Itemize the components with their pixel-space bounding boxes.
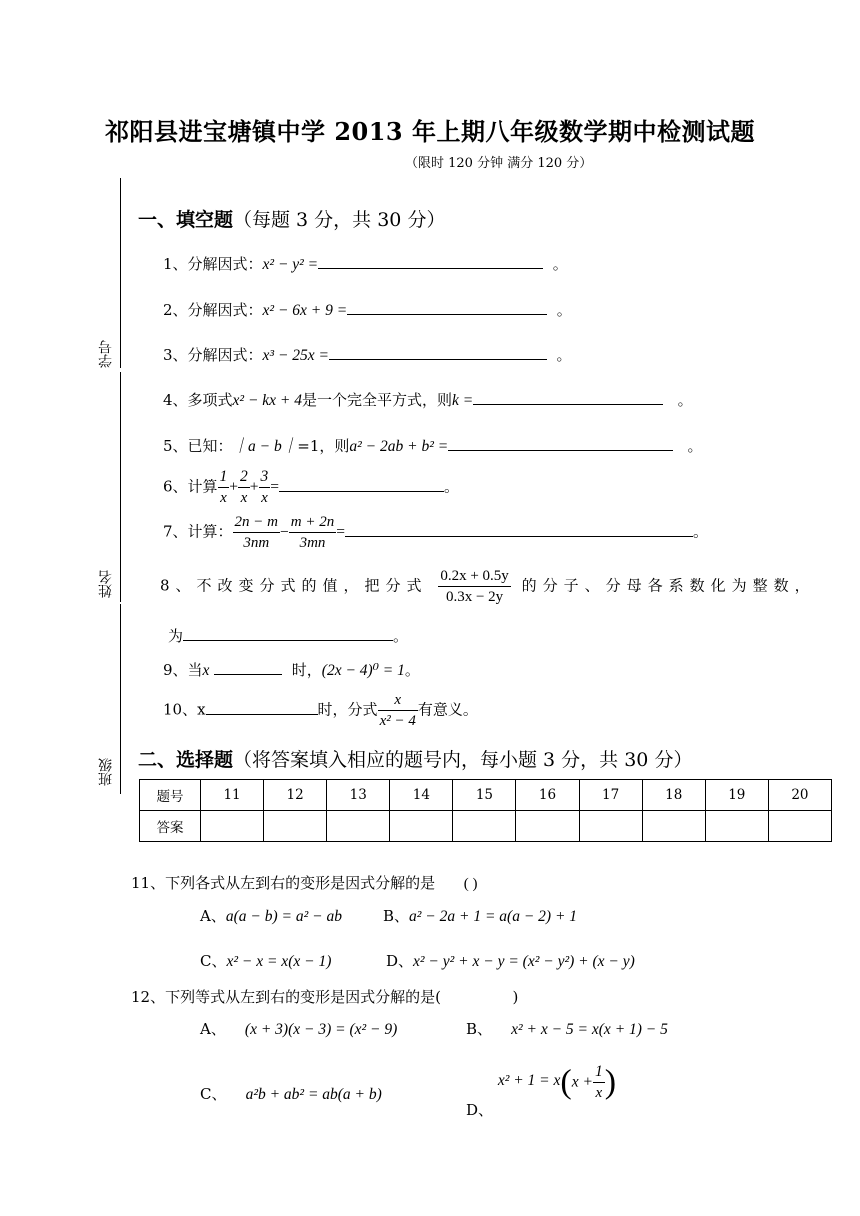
q9-x: x <box>202 662 210 679</box>
q4-middle: 是一个完全平方式，则 <box>302 391 453 409</box>
q12-option-a <box>200 1018 397 1039</box>
q11-d-label: D、 <box>386 952 414 970</box>
q1-label: 1、分解因式： <box>163 255 263 273</box>
table-number-cell: 12 <box>264 780 327 811</box>
q11-a-label: A、 <box>200 907 226 925</box>
question-5 <box>163 434 703 456</box>
q7-num-2: m + 2n <box>289 512 336 533</box>
q10-end: 有意义。 <box>417 700 478 719</box>
answer-cell[interactable] <box>390 811 453 842</box>
q11-b-label: B、 <box>383 907 410 925</box>
q6-fraction-1 <box>218 467 230 508</box>
q7-answer-blank[interactable] <box>345 522 693 537</box>
question-8 <box>160 566 816 607</box>
answer-cell[interactable] <box>201 811 264 842</box>
q4-end: 。 <box>677 391 693 409</box>
question-11-stem <box>131 872 477 893</box>
q9-middle: 时， <box>291 661 322 679</box>
section-2-heading <box>138 745 692 772</box>
table-number-cell: 17 <box>579 780 642 811</box>
q6-num-3: 3 <box>259 467 271 488</box>
q6-fraction-2 <box>238 467 250 508</box>
q6-plus-2: + <box>249 478 259 496</box>
q3-end: 。 <box>556 346 572 364</box>
q11-d-expr: x² − y² + x − y = (x² − y²) + (x − y) <box>413 953 635 970</box>
table-number-cell: 11 <box>201 780 264 811</box>
table-number-cell: 14 <box>390 780 453 811</box>
q12-c-label: C、 <box>200 1085 227 1103</box>
q1-answer-blank[interactable] <box>318 254 543 269</box>
q11-answer-paren[interactable]: ( ) <box>463 876 478 892</box>
margin-line-1 <box>120 178 121 368</box>
answer-cell[interactable] <box>642 811 705 842</box>
q7-label: 7、计算： <box>163 522 233 541</box>
q8-tail: 的分子、分母各系数化为整数， <box>521 576 816 595</box>
q12-option-d <box>466 1062 617 1119</box>
q11-option-c <box>200 950 331 971</box>
margin-line-2 <box>120 372 121 602</box>
q12-stem: 12、下列等式从左到右的变形是因式分解的是( <box>131 988 441 1006</box>
table-number-cell: 15 <box>453 780 516 811</box>
q7-den-1: 3nm <box>243 535 270 551</box>
table-number-cell: 13 <box>327 780 390 811</box>
q4-label: 4、多项式 <box>163 391 233 409</box>
question-8-line-2 <box>168 625 408 646</box>
table-header-answer: 答案 <box>140 811 201 842</box>
q12-d-paren-open: ( <box>560 1063 572 1101</box>
q8-fraction <box>438 566 510 607</box>
q4-expression: x² − kx + 4 <box>232 392 303 409</box>
section-2-note: （将答案填入相应的题号内，每小题 3 分，共 30 分） <box>233 749 693 771</box>
q12-c-expr: a²b + ab² = ab(a + b) <box>245 1086 382 1103</box>
q11-c-label: C、 <box>200 952 227 970</box>
q6-num-2: 2 <box>238 467 250 488</box>
q6-num-1: 1 <box>218 467 230 488</box>
question-2 <box>163 299 572 320</box>
q12-option-c <box>200 1083 382 1104</box>
table-number-cell: 18 <box>642 780 705 811</box>
question-1 <box>163 253 568 274</box>
q8-label: 8、不改变分式的值，把分式 <box>160 576 428 595</box>
answer-table-row-numbers <box>140 780 832 811</box>
q11-option-b <box>383 905 577 926</box>
q10-denominator: x² − 4 <box>379 713 416 729</box>
answer-table-row-answers <box>140 811 832 842</box>
q6-den-2: x <box>240 490 248 506</box>
q2-label: 2、分解因式： <box>163 301 263 319</box>
question-7 <box>163 512 708 553</box>
q4-k: k = <box>452 392 474 409</box>
section-2-title: 二、选择题 <box>138 749 234 771</box>
q10-fraction <box>378 690 418 731</box>
q6-answer-blank[interactable] <box>279 477 444 492</box>
q8-denominator: 0.3x − 2y <box>445 589 504 605</box>
q12-a-expr: (x + 3)(x − 3) = (x² − 9) <box>244 1021 398 1038</box>
section-1-heading <box>138 205 445 232</box>
question-4 <box>163 389 693 410</box>
q6-plus-1: + <box>229 478 239 496</box>
q12-d-den: x <box>595 1085 603 1101</box>
q10-label: 10、x <box>163 700 206 719</box>
section-1-title: 一、填空题 <box>138 209 234 231</box>
q12-b-expr: x² + x − 5 = x(x + 1) − 5 <box>511 1021 668 1038</box>
q8-line2-label: 为 <box>168 627 184 645</box>
q11-option-d <box>386 950 635 971</box>
question-10 <box>163 690 478 731</box>
q12-d-label: D、 <box>466 1100 494 1119</box>
q7-num-1: 2n − m <box>233 512 280 533</box>
table-number-cell: 16 <box>516 780 579 811</box>
answer-cell[interactable] <box>264 811 327 842</box>
q6-den-1: x <box>220 490 227 506</box>
answer-cell[interactable] <box>516 811 579 842</box>
page-subtitle: （限时 120 分钟 满分 120 分） <box>405 156 593 171</box>
q7-minus: − <box>280 523 289 541</box>
q7-fraction-2 <box>289 512 336 553</box>
q7-den-2: 3mn <box>299 535 326 551</box>
answer-table <box>139 779 832 842</box>
q12-d-fraction <box>593 1062 605 1103</box>
page-title: 祁阳县进宝塘镇中学 2013 年上期八年级数学期中检测试题 <box>104 117 755 146</box>
answer-cell[interactable] <box>453 811 516 842</box>
q11-stem: 11、下列各式从左到右的变形是因式分解的是 <box>131 874 436 892</box>
question-6 <box>163 467 459 508</box>
question-9 <box>163 659 420 680</box>
q2-end: 。 <box>556 301 572 319</box>
answer-cell[interactable] <box>705 811 768 842</box>
q12-d-x: x + <box>571 1073 593 1091</box>
q6-label: 6、计算 <box>163 477 218 496</box>
q12-a-label: A、 <box>200 1020 226 1038</box>
q9-end: 。 <box>404 661 420 679</box>
q2-expression: x² − 6x + 9 = <box>262 302 348 319</box>
q1-end: 。 <box>552 255 568 273</box>
q6-fraction-3 <box>259 467 271 508</box>
q11-a-expr: a(a − b) = a² − ab <box>225 908 342 925</box>
q12-paren-close: ) <box>512 988 519 1006</box>
q8-answer-blank[interactable] <box>183 626 393 641</box>
q1-expression: x² − y² = <box>262 256 319 273</box>
q5-eq: =1，则 <box>297 437 350 455</box>
table-number-cell: 19 <box>705 780 768 811</box>
table-header-question-no: 题号 <box>140 780 201 811</box>
question-12-stem <box>131 986 518 1007</box>
answer-cell[interactable] <box>579 811 642 842</box>
q5-abs: ｜a − b｜ <box>232 438 298 455</box>
q8-end: 。 <box>393 627 409 645</box>
q12-option-b <box>466 1018 668 1039</box>
q9-expression: (2x − 4)⁰ = 1 <box>321 662 405 679</box>
q12-d-num: 1 <box>593 1062 605 1083</box>
q3-label: 3、分解因式： <box>163 346 263 364</box>
q5-answer-blank[interactable] <box>448 436 673 451</box>
q6-equals: = <box>270 478 280 496</box>
q11-option-a <box>200 905 342 926</box>
q5-label: 5、已知： <box>163 437 233 455</box>
q7-equals: = <box>336 523 345 541</box>
q5-expression: a² − 2ab + b² = <box>349 438 449 455</box>
q7-fraction-1 <box>233 512 280 553</box>
margin-line-3 <box>120 604 121 794</box>
q10-numerator: x <box>378 690 418 711</box>
q11-c-expr: x² − x = x(x − 1) <box>226 953 332 970</box>
question-3 <box>163 344 572 365</box>
q5-end: 。 <box>687 437 703 455</box>
answer-cell[interactable] <box>327 811 390 842</box>
q11-b-expr: a² − 2a + 1 = a(a − 2) + 1 <box>409 908 578 925</box>
q6-den-3: x <box>261 490 268 506</box>
q12-d-paren-close: ) <box>604 1063 617 1101</box>
q3-expression: x³ − 25x = <box>262 347 329 364</box>
q6-end: 。 <box>444 477 460 496</box>
q10-middle: 时，分式 <box>317 700 378 719</box>
table-number-cell: 20 <box>768 780 831 811</box>
q3-answer-blank[interactable] <box>329 345 547 360</box>
q12-d-left: x² + 1 = x <box>497 1071 561 1089</box>
class-label: 班级 <box>98 758 114 786</box>
q8-numerator: 0.2x + 0.5y <box>438 566 510 587</box>
q12-b-label: B、 <box>466 1020 493 1038</box>
q10-answer-blank[interactable] <box>206 700 318 715</box>
q4-answer-blank[interactable] <box>473 390 663 405</box>
answer-cell[interactable] <box>768 811 831 842</box>
student-name-label: 姓名 <box>98 570 114 598</box>
q9-label: 9、当 <box>163 661 203 679</box>
q2-answer-blank[interactable] <box>347 300 547 315</box>
q7-end: 。 <box>692 522 708 541</box>
section-1-note: （每题 3 分，共 30 分） <box>233 209 446 231</box>
student-number-label: 学号 <box>98 340 114 368</box>
q9-answer-blank[interactable] <box>214 660 282 675</box>
